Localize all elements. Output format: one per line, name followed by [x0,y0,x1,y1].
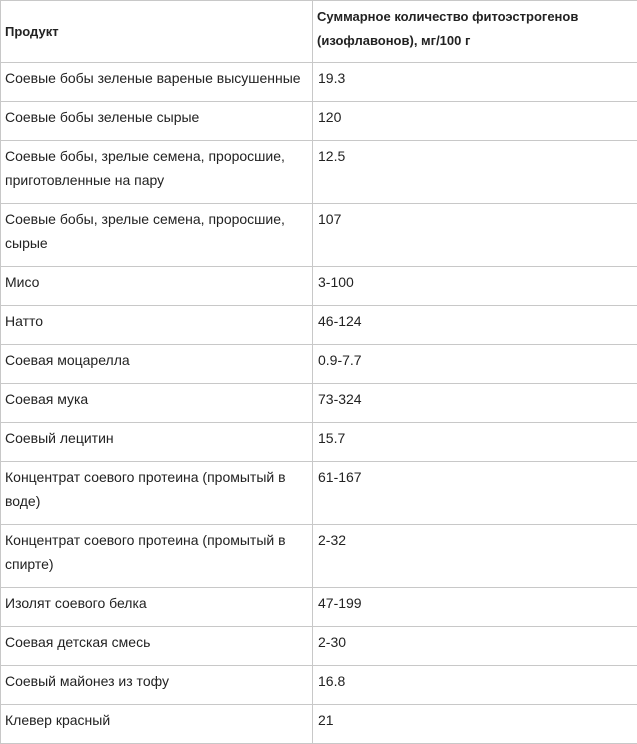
table-row [1,384,637,423]
header-product: Продукт [1,1,313,63]
table-row [1,267,637,306]
value-cell: 46-124 [313,306,637,345]
value-cell: 120 [313,102,637,141]
table-row [1,423,637,462]
product-cell: Концентрат соевого протеина (промытый в спирте) [1,525,313,588]
product-cell: Соевый лецитин [1,423,313,462]
value-cell: 16.8 [313,666,637,705]
value-cell: 3-100 [313,267,637,306]
value-cell: 107 [313,204,637,267]
product-cell: Соевый майонез из тофу [1,666,313,705]
value-cell: 47-199 [313,588,637,627]
product-cell: Натто [1,306,313,345]
value-cell: 73-324 [313,384,637,423]
value-cell: 15.7 [313,423,637,462]
product-cell: Соевая детская смесь [1,627,313,666]
value-cell: 12.5 [313,141,637,204]
table-row [1,462,637,525]
table-row [1,306,637,345]
product-cell: Клевер красный [1,705,313,744]
table-row [1,666,637,705]
table-row [1,705,637,744]
table-row [1,588,637,627]
value-cell: 19.3 [313,63,637,102]
product-cell: Концентрат соевого протеина (промытый в воде) [1,462,313,525]
product-cell: Соевые бобы, зрелые семена, проросшие, сырые [1,204,313,267]
value-cell: 0.9-7.7 [313,345,637,384]
table-row [1,102,637,141]
table-row [1,345,637,384]
product-cell: Соевые бобы, зрелые семена, проросшие, приготовленные на пару [1,141,313,204]
table-row [1,627,637,666]
value-cell: 2-32 [313,525,637,588]
product-cell: Мисо [1,267,313,306]
table-row [1,63,637,102]
value-cell: 21 [313,705,637,744]
table-header-row [1,1,637,63]
table-row [1,141,637,204]
value-cell: 61-167 [313,462,637,525]
product-cell: Соевая мука [1,384,313,423]
product-cell: Соевая моцарелла [1,345,313,384]
header-isoflavone-amount: Суммарное количество фитоэстрогенов (изофлавонов), мг/100 г [313,1,637,63]
table-row [1,204,637,267]
product-cell: Соевые бобы зеленые сырые [1,102,313,141]
value-cell: 2-30 [313,627,637,666]
table-row [1,525,637,588]
product-cell: Соевые бобы зеленые вареные высушенные [1,63,313,102]
product-cell: Изолят соевого белка [1,588,313,627]
